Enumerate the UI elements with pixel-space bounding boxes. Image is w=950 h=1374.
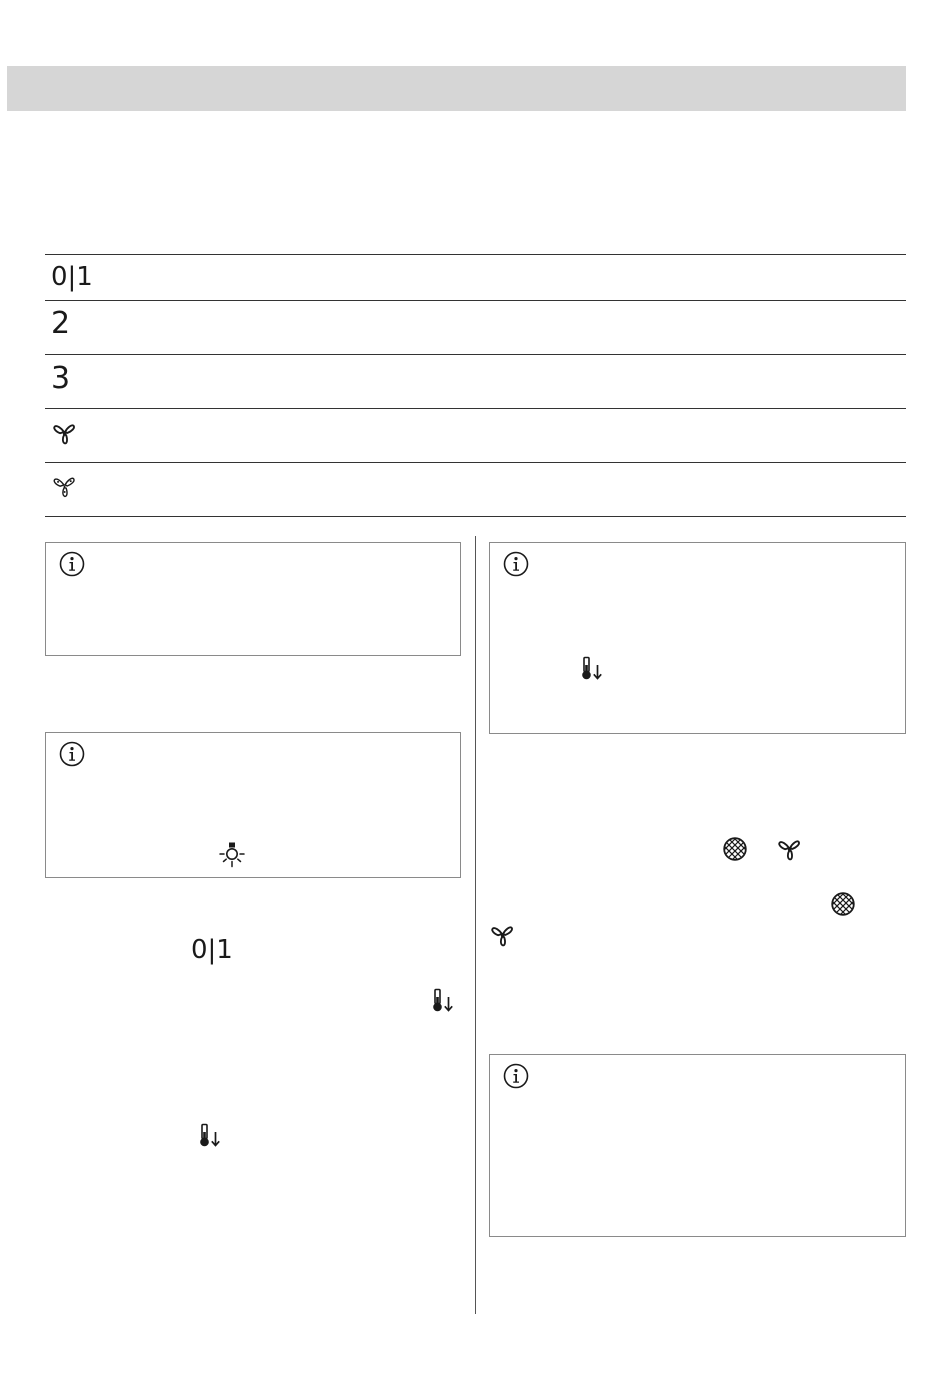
inline-power-symbol: 0|1	[191, 935, 233, 965]
fan-icon	[51, 420, 77, 446]
temperature-down-icon	[431, 988, 455, 1014]
symbol-row-fan	[45, 409, 906, 463]
fan-icon	[776, 836, 802, 862]
lamp-icon	[218, 841, 246, 869]
grease-filter-icon	[722, 836, 748, 862]
speed-2-symbol-label: 2	[51, 306, 71, 341]
fan-icon	[489, 922, 515, 948]
symbol-row-speed-2	[45, 301, 906, 355]
symbol-row-speed-3	[45, 355, 906, 409]
info-icon	[59, 741, 85, 767]
info-box-left-2	[45, 732, 461, 878]
symbol-row-fan-dotted	[45, 463, 906, 517]
info-box-right-2	[489, 1054, 906, 1237]
info-box-right-1	[489, 542, 906, 734]
symbol-row-power	[45, 255, 906, 301]
speed-3-symbol-label: 3	[51, 361, 71, 396]
info-icon	[503, 1063, 529, 1089]
info-box-left-1	[45, 542, 461, 656]
fan-dotted-icon	[51, 473, 77, 499]
temperature-down-icon	[580, 656, 604, 682]
temperature-down-icon	[198, 1123, 222, 1149]
power-symbol-label: 0|1	[51, 262, 93, 292]
grease-filter-icon	[830, 891, 856, 917]
info-icon	[503, 551, 529, 577]
section-header-bar	[7, 66, 906, 111]
column-divider	[475, 536, 476, 1314]
symbol-table	[45, 254, 906, 517]
info-icon	[59, 551, 85, 577]
